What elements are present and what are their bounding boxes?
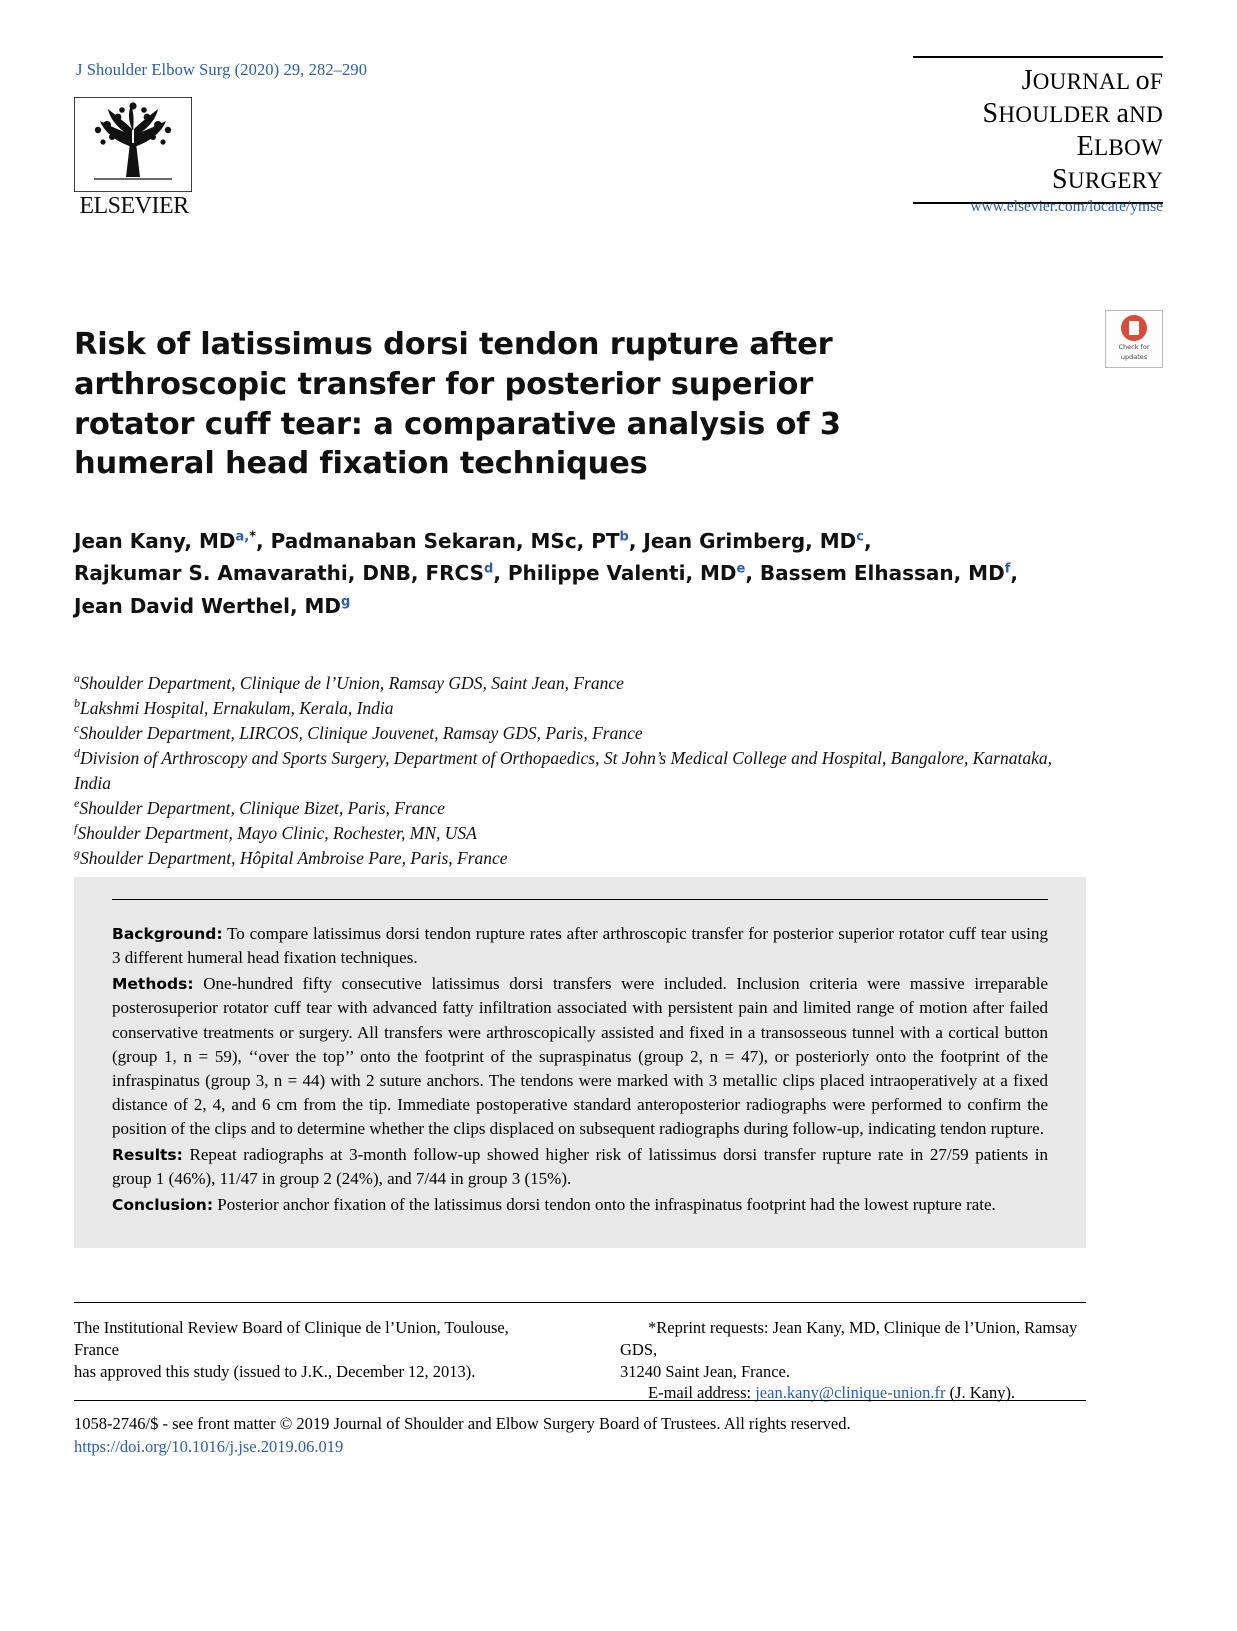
affiliation-marker-b: b — [74, 696, 80, 711]
author-1-corresponding-marker: * — [249, 529, 257, 545]
irb-line-1: The Institutional Review Board of Clinique de l’Union, Toulouse, France — [74, 1318, 509, 1359]
author-1-name: Jean Kany, MD — [74, 529, 236, 553]
affiliation-marker-e: e — [74, 795, 80, 810]
irb-note — [74, 1317, 554, 1382]
email-suffix: (J. Kany). — [945, 1383, 1016, 1403]
author-6-name: , Bassem Elhassan, MD — [745, 561, 1005, 586]
affiliation-text-g: Shoulder Department, Hôpital Ambroise Pare, Paris, France — [80, 847, 508, 868]
footer-divider — [74, 1302, 1086, 1303]
journal-reference: J Shoulder Elbow Surg (2020) 29, 282–290 — [76, 60, 368, 79]
abstract-methods-label: Methods: — [112, 975, 194, 994]
affiliation-text-a: Shoulder Department, Clinique de l’Union, Ramsay GDS, Saint Jean, France — [80, 672, 624, 693]
author-2-affil-marker: b — [619, 529, 629, 545]
affiliation-item — [74, 695, 1084, 720]
crossmark-label-1: Check for — [1118, 343, 1150, 351]
abstract-methods-text: One-hundred fifty consecutive latissimus dorsi transfers were included. Inclusion criteria were massive irreparable posterosuperior rotator cuff tear with advanced fatty infiltration associated with persistent pain and limited range of motion after failed conservative treatments or surgery. All transfers were arthroscopically assisted and fixed in a transosseous tunnel with a cortical button (group 1, n = 59), ‘‘over the top’’ onto the footprint of the supraspinatus (group 2, n = 47), or posteriorly onto the footprint of the infraspinatus (group 3, n = 44) with 2 suture anchors. The tendons were marked with 3 metallic clips placed intraoperatively at a fixed distance of 2, 4, and 6 cm from the tip. Immediate postoperative standard anteroposterior radiographs were performed to confirm the position of the clips and to determine whether the clips displaced on subsequent radiographs during follow-up, indicating tendon rupture. — [112, 974, 1048, 1138]
abstract-background-text: To compare latissimus dorsi tendon rupture rates after arthroscopic transfer for posterior superior rotator cuff tear using 3 different humeral head fixation techniques. — [112, 924, 1048, 968]
journal-website-link[interactable]: www.elsevier.com/locate/ymse — [970, 198, 1163, 215]
elsevier-tree-icon — [74, 97, 192, 192]
masthead-line-1: JOURNAL oF — [1021, 65, 1163, 96]
abstract-results-label: Results: — [112, 1146, 183, 1165]
masthead-line-2: SHOULDER aND — [982, 98, 1163, 130]
affiliation-item — [74, 845, 1084, 870]
author-2-name: , Padmanaban Sekaran, MSc, PT — [256, 529, 620, 553]
affiliation-text-d: Division of Arthroscopy and Sports Surgery, Department of Orthopaedics, St John’s Medical College and Hospital, Bangalore, Karnataka, India — [74, 748, 1052, 793]
affiliation-marker-f: f — [74, 821, 78, 836]
masthead-rule-top — [913, 56, 1163, 58]
author-4-affil-marker: d — [484, 561, 494, 577]
email-label: E-mail address: — [648, 1383, 752, 1403]
reprint-line-1: *Reprint requests: Jean Kany, MD, Clinique de l’Union, Ramsay GDS, — [620, 1318, 1078, 1359]
author-3-name: , Jean Grimberg, MD — [628, 529, 857, 553]
affiliation-item — [74, 795, 1084, 820]
email-link[interactable]: jean.kany@clinique-union.fr — [755, 1383, 946, 1403]
reprint-note — [620, 1317, 1086, 1404]
author-1-affil-marker: a, — [235, 529, 250, 545]
check-for-updates-badge[interactable] — [1105, 310, 1163, 368]
affiliation-item — [74, 820, 1084, 845]
affiliation-text-c: Shoulder Department, LIRCOS, Clinique Jouvenet, Ramsay GDS, Paris, France — [79, 723, 643, 744]
abstract-conclusion-text: Posterior anchor fixation of the latissimus dorsi tendon onto the infraspinatus footprint had the lowest rupture rate. — [213, 1195, 996, 1215]
page-title: Risk of latissimus dorsi tendon rupture after arthroscopic transfer for posterior superior rotator cuff tear: a comparative analysis of 3 humeral head fixation techniques — [74, 327, 841, 482]
crossmark-icon — [1121, 315, 1147, 341]
masthead-line-4: SURGERY — [1052, 164, 1163, 196]
reprint-line-2: 31240 Saint Jean, France. — [620, 1361, 791, 1381]
masthead-line-3: ELBOW — [1076, 131, 1163, 163]
abstract-section — [74, 877, 1086, 1248]
affiliation-marker-a: a — [74, 671, 80, 685]
abstract-results — [112, 1143, 1048, 1191]
crossmark-label-2: updates — [1120, 353, 1148, 362]
abstract-results-text: Repeat radiographs at 3-month follow-up showed higher risk of latissimus dorsi transfer rupture rate in 27/59 patients in group 1 (46%), 11/47 in group 2 (24%), and 7/44 in group 3 (15%). — [112, 1145, 1048, 1189]
affiliation-item — [74, 745, 1084, 794]
author-7-name: Jean David Werthel, MD — [74, 593, 342, 618]
author-7-affil-marker: g — [341, 594, 351, 610]
affiliation-marker-g: g — [74, 846, 80, 861]
affiliation-text-e: Shoulder Department, Clinique Bizet, Paris, France — [79, 797, 445, 818]
irb-line-2: has approved this study (issued to J.K., December 12, 2013). — [74, 1361, 476, 1381]
elsevier-logo — [74, 97, 194, 218]
author-5-name: , Philippe Valenti, MD — [493, 561, 737, 586]
abstract-methods — [112, 972, 1048, 1141]
author-6-affil-marker: f — [1004, 561, 1011, 577]
affiliation-marker-c: c — [74, 721, 80, 736]
affiliation-list — [74, 670, 1084, 870]
affiliation-marker-d: d — [74, 746, 80, 761]
copyright-divider — [74, 1400, 1086, 1401]
elsevier-wordmark: ELSEVIER — [79, 193, 189, 219]
journal-masthead — [913, 56, 1163, 204]
doi-link[interactable]: https://doi.org/10.1016/j.jse.2019.06.019 — [74, 1437, 344, 1456]
abstract-conclusion-label: Conclusion: — [112, 1196, 214, 1215]
author-5-affil-marker: e — [736, 561, 746, 577]
author-4-name: Rajkumar S. Amavarathi, DNB, FRCS — [74, 561, 484, 586]
author-line1-sep: , — [863, 529, 872, 553]
author-line2-sep: , — [1010, 561, 1018, 586]
affiliation-item — [74, 670, 1084, 695]
abstract-conclusion — [112, 1193, 1048, 1217]
affiliation-text-b: Lakshmi Hospital, Ernakulam, Kerala, India — [80, 697, 394, 718]
author-3-affil-marker: c — [856, 529, 864, 545]
affiliation-text-f: Shoulder Department, Mayo Clinic, Rochester, MN, USA — [77, 822, 477, 843]
abstract-background-label: Background: — [112, 925, 223, 943]
affiliation-item — [74, 720, 1084, 745]
author-list — [74, 525, 1084, 622]
copyright-text: 1058-2746/$ - see front matter © 2019 Journal of Shoulder and Elbow Surgery Board of Trustees. All rights reserved. — [74, 1414, 851, 1433]
abstract-background — [112, 922, 1048, 970]
